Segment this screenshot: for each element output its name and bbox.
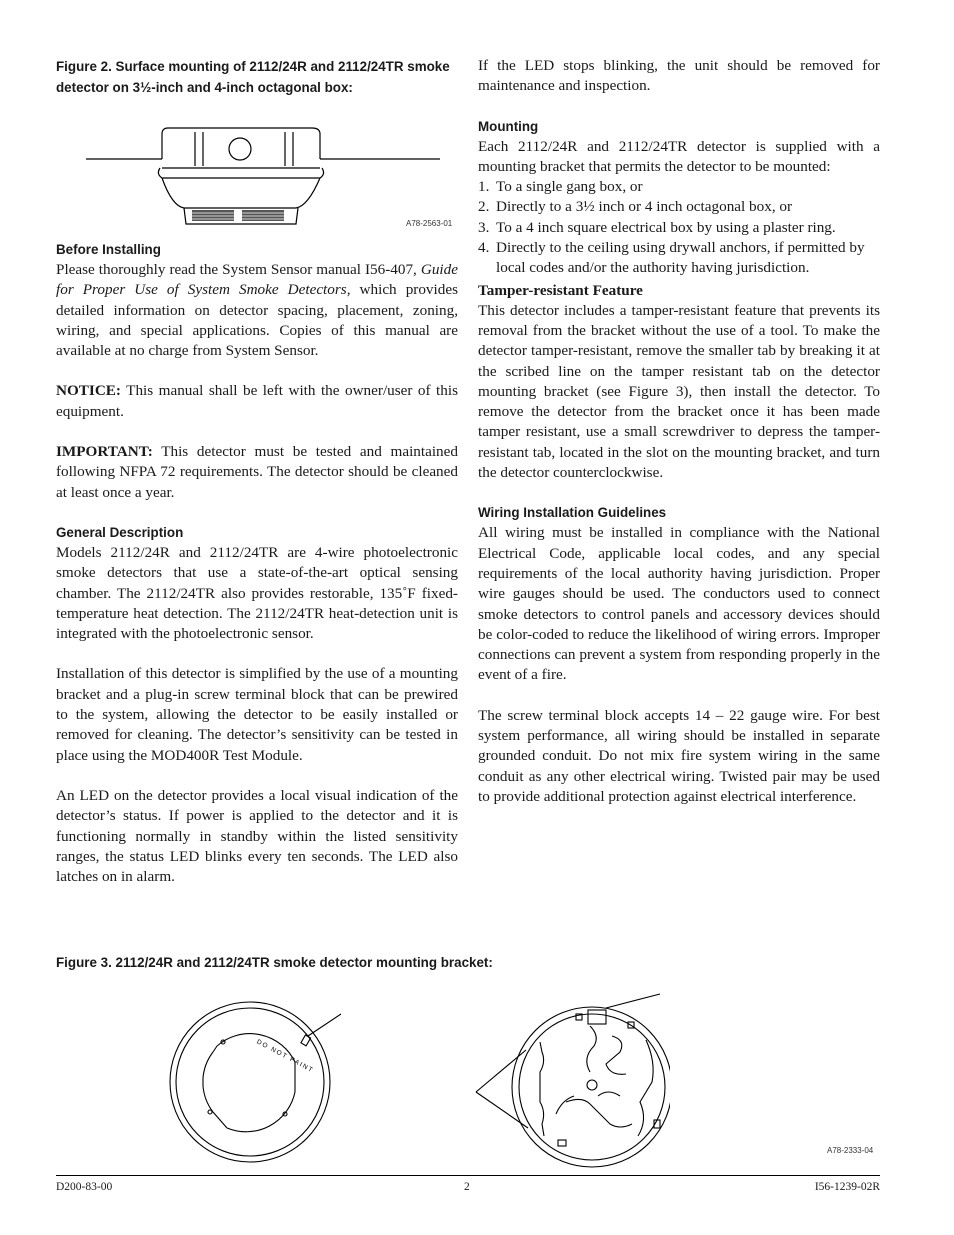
figure2-code: A78-2563-01 [406,219,453,228]
figure3-detector-diagram [165,1000,345,1168]
mounting-intro: Each 2112/24R and 2112/24TR detector is supplied with a mounting bracket that permits the detector to be mounted: [478,137,880,175]
manual-title: Guide for Proper Use of System Smoke Detectors, [56,261,458,299]
general-description-p2: Installation of this detector is simplified by the use of a mounting bracket and a plug-in screw terminal block that can be prewired to the system, allowing the detector to be easily installed or removed for cleaning. The detector’s sensitivity can be tested in place using the MOD400R Test Module. [56,665,458,764]
right-column [478,56,880,807]
list-item-number: 1. [478,178,490,196]
list-item-text: To a single gang box, or [496,178,643,196]
figure2-caption [56,56,458,98]
wiring-paragraph-1: All wiring must be installed in compliance with the National Electrical Code, applicable local codes, and any special requirements of the local authority having jurisdiction. Proper wire gauges should be used. The conductors used to connect smoke detectors to control panels and accessory devices should be color-coded to reduce the likelihood of wiring errors. Improper connections can prevent a system from responding properly in the event of a fire. [478,524,880,684]
important-label: IMPORTANT: [56,443,153,461]
figure2-diagram [80,122,460,232]
list-item-text: Directly to the ceiling using drywall anchors, if permitted by local codes and/or the authority having jurisdiction. [496,239,865,277]
figure2-title: Figure 2. Surface mounting of 2112/24R and 2112/24TR smoke detector on 3½-inch and 4-inch octagonal box: [56,59,450,95]
before-installing-text-a: Please thoroughly read the System Sensor manual I56-407, [56,261,421,278]
tamper-paragraph: This detector includes a tamper-resistant feature that prevents its removal from the bracket without the use of a tool. To make the detector tamper-resistant, remove the smaller tab by breaking it at the scribed line on the tamper resistant tab on the detector mounting bracket (see Figure 3), then install the detector. To remove the detector from the bracket once it has been made tamper resistant, use a small screwdriver to depress the tamper-resistant tab, located in the slot on the mounting bracket, and turn the detector counterclockwise. [478,301,880,482]
wiring-heading: Wiring Installation Guidelines [478,505,667,521]
left-column [56,240,458,887]
important-text: This detector must be tested and maintained following NFPA 72 requirements. The detector should be cleaned at least once a year. [56,443,458,501]
figure3-title: Figure 3. 2112/24R and 2112/24TR smoke detector mounting bracket: [56,955,493,970]
mounting-heading: Mounting [478,118,539,134]
list-item-number: 4. [478,239,490,257]
do-not-paint-label: DO NOT PAINT [255,1038,315,1075]
general-description-p3: An LED on the detector provides a local visual indication of the detector’s status. If power is applied to the detector and it is functioning normally in standby within the listed sensitivity ranges, the status LED blinks every ten seconds. The LED also latches on in alarm. [56,786,458,886]
list-item-text: Directly to a 3½ inch or 4 inch octagonal box, or [496,198,793,216]
before-installing-text-b: which provides detailed information on detector spacing, placement, zoning, wiring, and special applications. Copies of this manual are available at no charge from System Sensor. [56,281,458,360]
list-item [478,238,880,279]
notice-label: NOTICE: [56,382,121,400]
led-continuation: If the LED stops blinking, the unit should be removed for maintenance and inspection. [478,57,880,95]
figure3-bracket-diagram [470,992,670,1172]
footer-doc-number: D200-83-00 [56,1181,113,1193]
notice-paragraph [56,381,458,422]
list-item [478,218,880,238]
before-installing-paragraph [56,260,458,361]
footer-manual-number: I56-1239-02R [814,1181,880,1193]
list-item [478,177,880,197]
list-item [478,197,880,217]
page-number: 2 [464,1181,470,1193]
tamper-heading: Tamper-resistant Feature [478,281,643,299]
notice-text: This manual shall be left with the owner/user of this equipment. [56,382,458,420]
list-item-text: To a 4 inch square electrical box by using a plaster ring. [496,218,836,236]
page-footer [56,1175,880,1193]
general-description-heading: General Description [56,524,184,540]
list-item-number: 3. [478,218,490,236]
list-item-number: 2. [478,198,490,216]
wiring-paragraph-2: The screw terminal block accepts 14 – 22 gauge wire. For best system performance, all wiring should be installed in separate grounded conduit. Do not mix fire system wiring in the same conduit as any other electrical wiring. Twisted pair may be used to provide additional protection against electrical interference. [478,706,880,805]
before-installing-heading: Before Installing [56,242,161,257]
mounting-list [478,177,880,278]
important-paragraph [56,442,458,503]
general-description-p1: Models 2112/24R and 2112/24TR are 4-wire photoelectronic smoke detectors that use a state-of-the-art optical sensing chamber. The 2112/24TR also provides restorable, 135˚F fixed-temperature heat detection. The 2112/24TR heat-detection unit is integrated with the photoelectronic sensor. [56,543,458,643]
figure3-code: A78-2333-04 [827,1146,874,1155]
